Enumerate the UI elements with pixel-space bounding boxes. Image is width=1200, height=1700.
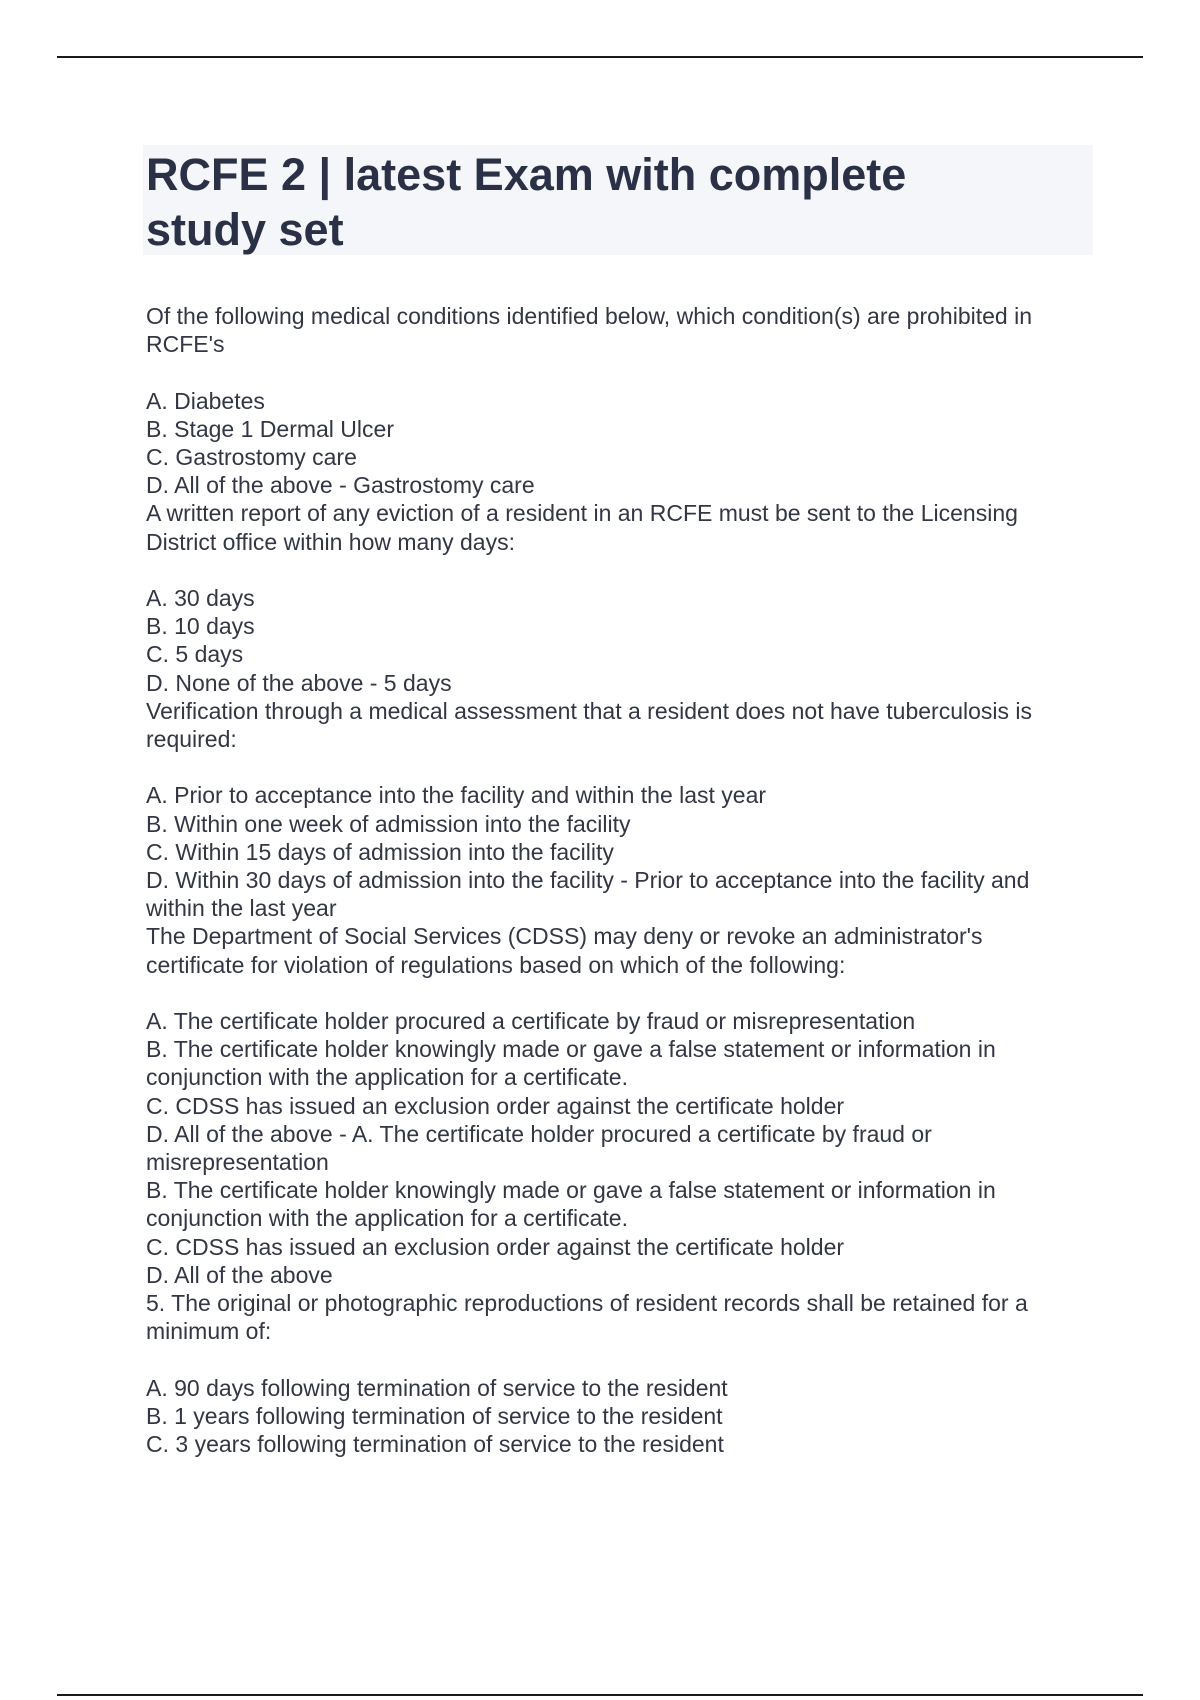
answer-option: D. None of the above - 5 days [146,669,452,696]
answer-option: B. Stage 1 Dermal Ulcer [146,415,394,442]
answer-option: A. The certificate holder procured a certificate by fraud or misrepresentation [146,1008,916,1035]
question-prompt: RCFE's [146,331,225,358]
answer-option: B. 1 years following termination of service to the resident [146,1402,723,1429]
question-prompt: 5. The original or photographic reproductions of resident records shall be retained for a [146,1290,1028,1317]
question-2 [146,499,1086,696]
answer-option: A. Prior to acceptance into the facility and within the last year [146,782,767,809]
question-prompt: minimum of: [146,1318,272,1345]
question-prompt: The Department of Social Services (CDSS) may deny or revoke an administrator's [146,923,983,950]
question-5 [146,1289,1086,1458]
question-prompt: Of the following medical conditions identified below, which condition(s) are prohibited in [146,303,1032,329]
question-prompt: District office within how many days: [146,528,515,555]
answer-option: A. Diabetes [146,387,265,414]
title-line: study set [146,204,344,255]
question-prompt: required: [146,726,237,753]
answer-option: D. All of the above [146,1261,333,1288]
question-1 [146,302,1086,499]
answer-option: A. 30 days [146,585,255,611]
answer-option: A. 90 days following termination of service to the resident [146,1374,728,1401]
answer-option: D. All of the above - Gastrostomy care [146,472,535,499]
question-4 [146,922,1086,1289]
bottom-rule [57,1694,1143,1696]
answer-option: D. All of the above - A. The certificate holder procured a certificate by fraud or [146,1120,932,1147]
question-prompt: A written report of any eviction of a resident in an RCFE must be sent to the Licensing [146,500,1018,527]
question-list [146,302,1086,1458]
answer-option: B. 10 days [146,613,255,640]
answer-option: C. 5 days [146,641,244,668]
answer-option: within the last year [146,895,337,922]
answer-option: C. Gastrostomy care [146,444,357,470]
answer-option: misrepresentation [146,1149,329,1176]
top-rule [57,56,1143,58]
title-line: RCFE 2 | latest Exam with complete [146,149,907,200]
answer-option: conjunction with the application for a certificate. [146,1064,628,1091]
question-prompt: certificate for violation of regulations based on which of the following: [146,951,846,978]
answer-option: B. The certificate holder knowingly made or gave a false statement or information in [146,1177,996,1204]
answer-option: B. Within one week of admission into the facility [146,810,631,837]
page-title [146,147,1046,257]
answer-option: C. Within 15 days of admission into the facility [146,838,614,865]
question-3 [146,697,1086,923]
question-prompt: Verification through a medical assessment that a resident does not have tuberculosis is [146,697,1032,724]
answer-option: conjunction with the application for a certificate. [146,1205,628,1232]
answer-option: B. The certificate holder knowingly made or gave a false statement or information in [146,1036,996,1063]
answer-option: C. CDSS has issued an exclusion order against the certificate holder [146,1233,845,1260]
answer-option: C. 3 years following termination of service to the resident [146,1431,724,1458]
answer-option: C. CDSS has issued an exclusion order against the certificate holder [146,1092,845,1119]
answer-option: D. Within 30 days of admission into the facility - Prior to acceptance into the facility and [146,867,1030,894]
